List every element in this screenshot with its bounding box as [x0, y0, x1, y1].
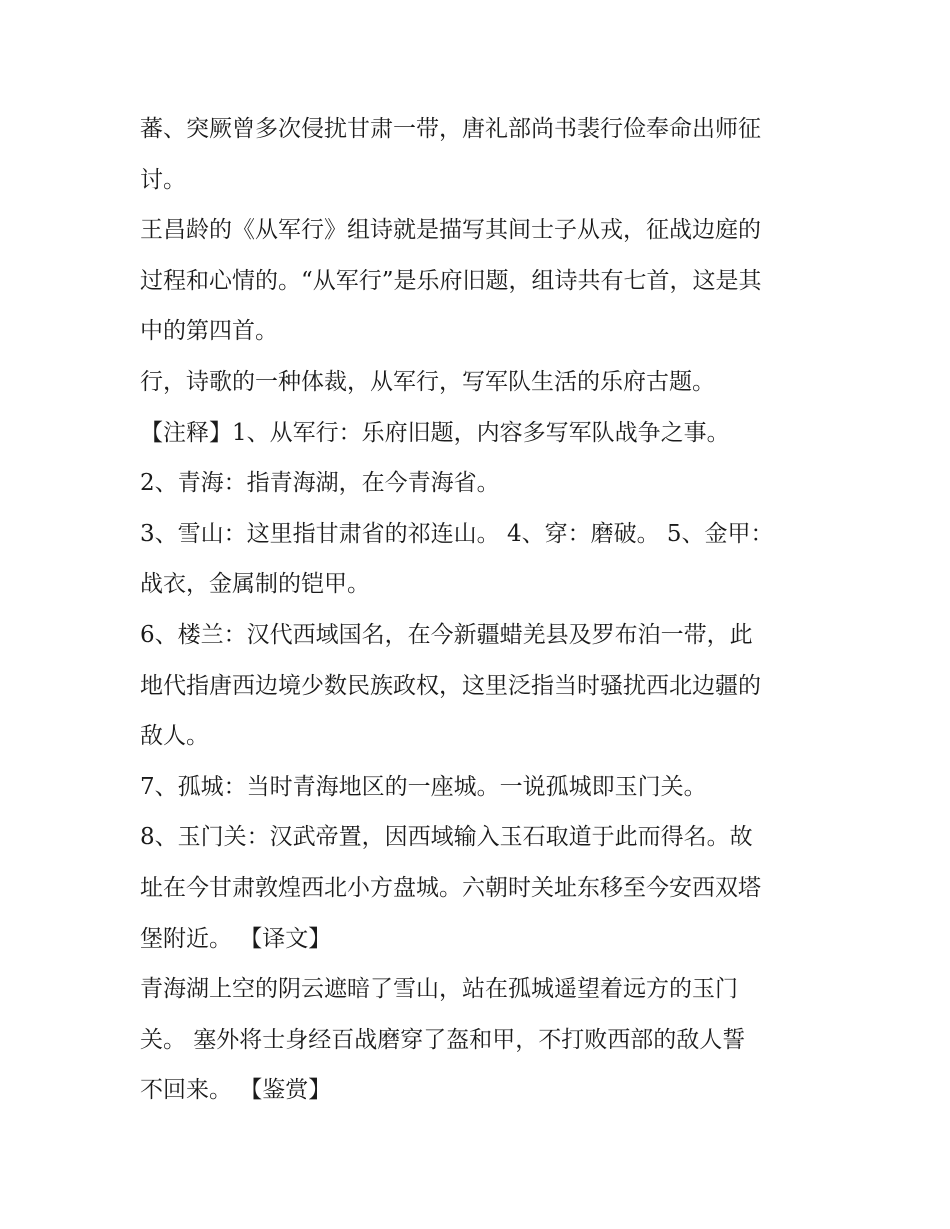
translation-heading-line: 堡附近。 【译文】 [140, 925, 332, 952]
text-line: 中的第四首。 [140, 318, 278, 345]
annotation-line: 6、楼兰：汉代西域国名，在今新疆蜡羌县及罗布泊一带，此 [140, 621, 753, 648]
annotation-line: 2、青海：指青海湖，在今青海省。 [140, 470, 500, 497]
text-line: 讨。 [140, 166, 186, 193]
annotation-line: 战衣，金属制的铠甲。 [140, 571, 370, 598]
translation-line: 关。 塞外将士身经百战磨穿了盔和甲，不打败西部的敌人誓 [140, 1026, 746, 1053]
text-line: 蕃、突厥曾多次侵扰甘肃一带，唐礼部尚书裴行俭奉命出师征 [140, 116, 761, 142]
annotation-line: 7、孤城：当时青海地区的一座城。一说孤城即玉门关。 [140, 773, 707, 800]
annotation-line: 址在今甘肃敦煌西北小方盘城。六朝时关址东移至今安西双塔 [140, 874, 761, 901]
annotation-line: 敌人。 [140, 723, 209, 750]
annotation-heading-line: 【注释】1、从军行：乐府旧题，内容多写军队战争之事。 [140, 419, 730, 446]
text-line: 王昌龄的《从军行》组诗就是描写其间士子从戎，征战边庭的 [140, 217, 761, 244]
annotation-line: 3、雪山：这里指甘肃省的祁连山。 4、穿：磨破。 5、金甲： [140, 520, 774, 547]
text-line: 行，诗歌的一种体裁，从军行，写军队生活的乐府古题。 [140, 368, 715, 395]
annotation-line: 8、玉门关：汉武帝置，因西域输入玉石取道于此而得名。故 [140, 824, 753, 851]
translation-line: 青海湖上空的阴云遮暗了雪山，站在孤城遥望着远方的玉门 [140, 976, 738, 1003]
appreciation-heading-line: 不回来。 【鉴赏】 [140, 1077, 332, 1104]
text-line: 过程和心情的。“从军行”是乐府旧题，组诗共有七首，这是其 [140, 267, 762, 294]
document-body [140, 104, 820, 1116]
annotation-line: 地代指唐西边境少数民族政权，这里泛指当时骚扰西北边疆的 [140, 672, 761, 699]
